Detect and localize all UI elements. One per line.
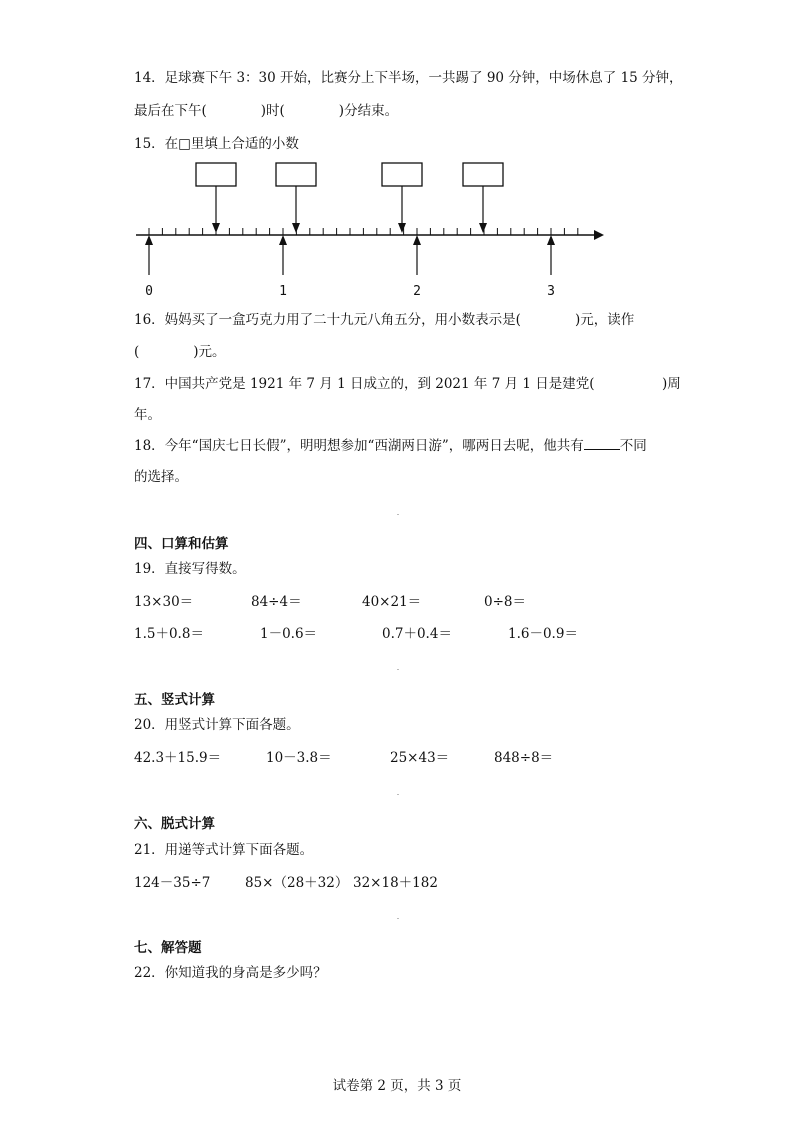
q16-line1: 16．妈妈买了一盒巧克力用了二十九元八角五分，用小数表示是( )元，读作 [134, 312, 635, 328]
q17-line2: 年。 [134, 407, 161, 423]
answer-box [276, 163, 316, 186]
q21-title: 21．用递等式计算下面各题。 [134, 842, 314, 858]
divider-dot [397, 794, 399, 795]
answer-box [382, 163, 422, 186]
q20-title: 20．用竖式计算下面各题。 [134, 717, 300, 733]
q19-r1-c1: 13×30＝ [134, 594, 194, 610]
q19-r2-c1: 1.5＋0.8＝ [134, 626, 204, 642]
q17-line1: 17．中国共产党是 1921 年 7 月 1 日成立的，到 2021 年 7 月 1 日是建党( )周 [134, 376, 681, 392]
integer-label-3: 3 [547, 284, 555, 299]
q19-r2-c4: 1.6－0.9＝ [508, 626, 578, 642]
integer-label-0: 0 [145, 284, 153, 299]
q16-line2: ( )元。 [134, 344, 226, 360]
box-pointer-arrowhead [479, 223, 487, 233]
q14-line2: 最后在下午( )时( )分结束。 [134, 103, 399, 119]
section4-title: 四、口算和估算 [134, 536, 229, 552]
q19-r2-c2: 1－0.6＝ [260, 626, 318, 642]
q20-c4: 848÷8＝ [494, 750, 554, 766]
q18-line1 [134, 434, 647, 454]
q20-c1: 42.3＋15.9＝ [134, 750, 222, 766]
q22-title: 22．你知道我的身高是多少吗？ [134, 965, 327, 981]
q18-text-b: 不同 [619, 438, 647, 454]
box-pointer-arrowhead [212, 223, 220, 233]
divider-dot [397, 669, 399, 670]
integer-pointer-arrowhead [413, 235, 421, 245]
divider-dot [397, 918, 399, 919]
box-pointer-arrowhead [398, 223, 406, 233]
q20-c2: 10－3.8＝ [266, 750, 332, 766]
q14-line1: 14．足球赛下午 3：30 开始，比赛分上下半场，一共踢了 90 分钟，中场休息了 15 分钟， [134, 70, 683, 86]
integer-label-1: 1 [279, 284, 287, 299]
q20-c3: 25×43＝ [390, 750, 450, 766]
integer-pointer-arrowhead [279, 235, 287, 245]
q19-r1-c2: 84÷4＝ [251, 594, 302, 610]
q21-c1: 124－35÷7 [134, 875, 211, 891]
section6-title: 六、脱式计算 [134, 816, 215, 832]
answer-box [463, 163, 503, 186]
q18-line2: 的选择。 [134, 469, 188, 485]
page-footer: 试卷第 2 页，共 3 页 [332, 1078, 462, 1094]
divider-dot [397, 514, 399, 515]
q19-title: 19．直接写得数。 [134, 561, 246, 577]
q19-r1-c3: 40×21＝ [362, 594, 422, 610]
integer-label-2: 2 [413, 284, 421, 299]
section5-title: 五、竖式计算 [134, 692, 215, 708]
q18-answer-blank[interactable] [584, 437, 620, 450]
q19-r2-c3: 0.7＋0.4＝ [382, 626, 452, 642]
q21-c2: 85×（28＋32） [245, 875, 349, 891]
number-line [136, 163, 604, 299]
number-line-figure [0, 150, 794, 460]
q18-text-a: 18．今年“国庆七日长假”，明明想参加“西湖两日游”，哪两日去呢，他共有 [134, 438, 584, 454]
q15-title: 15．在□里填上合适的小数 [134, 136, 299, 152]
section7-title: 七、解答题 [134, 940, 202, 956]
answer-box [196, 163, 236, 186]
integer-pointer-arrowhead [145, 235, 153, 245]
q19-r1-c4: 0÷8＝ [484, 594, 526, 610]
q21-c3: 32×18＋182 [353, 875, 438, 891]
integer-pointer-arrowhead [547, 235, 555, 245]
box-pointer-arrowhead [292, 223, 300, 233]
axis-arrowhead [594, 230, 604, 240]
